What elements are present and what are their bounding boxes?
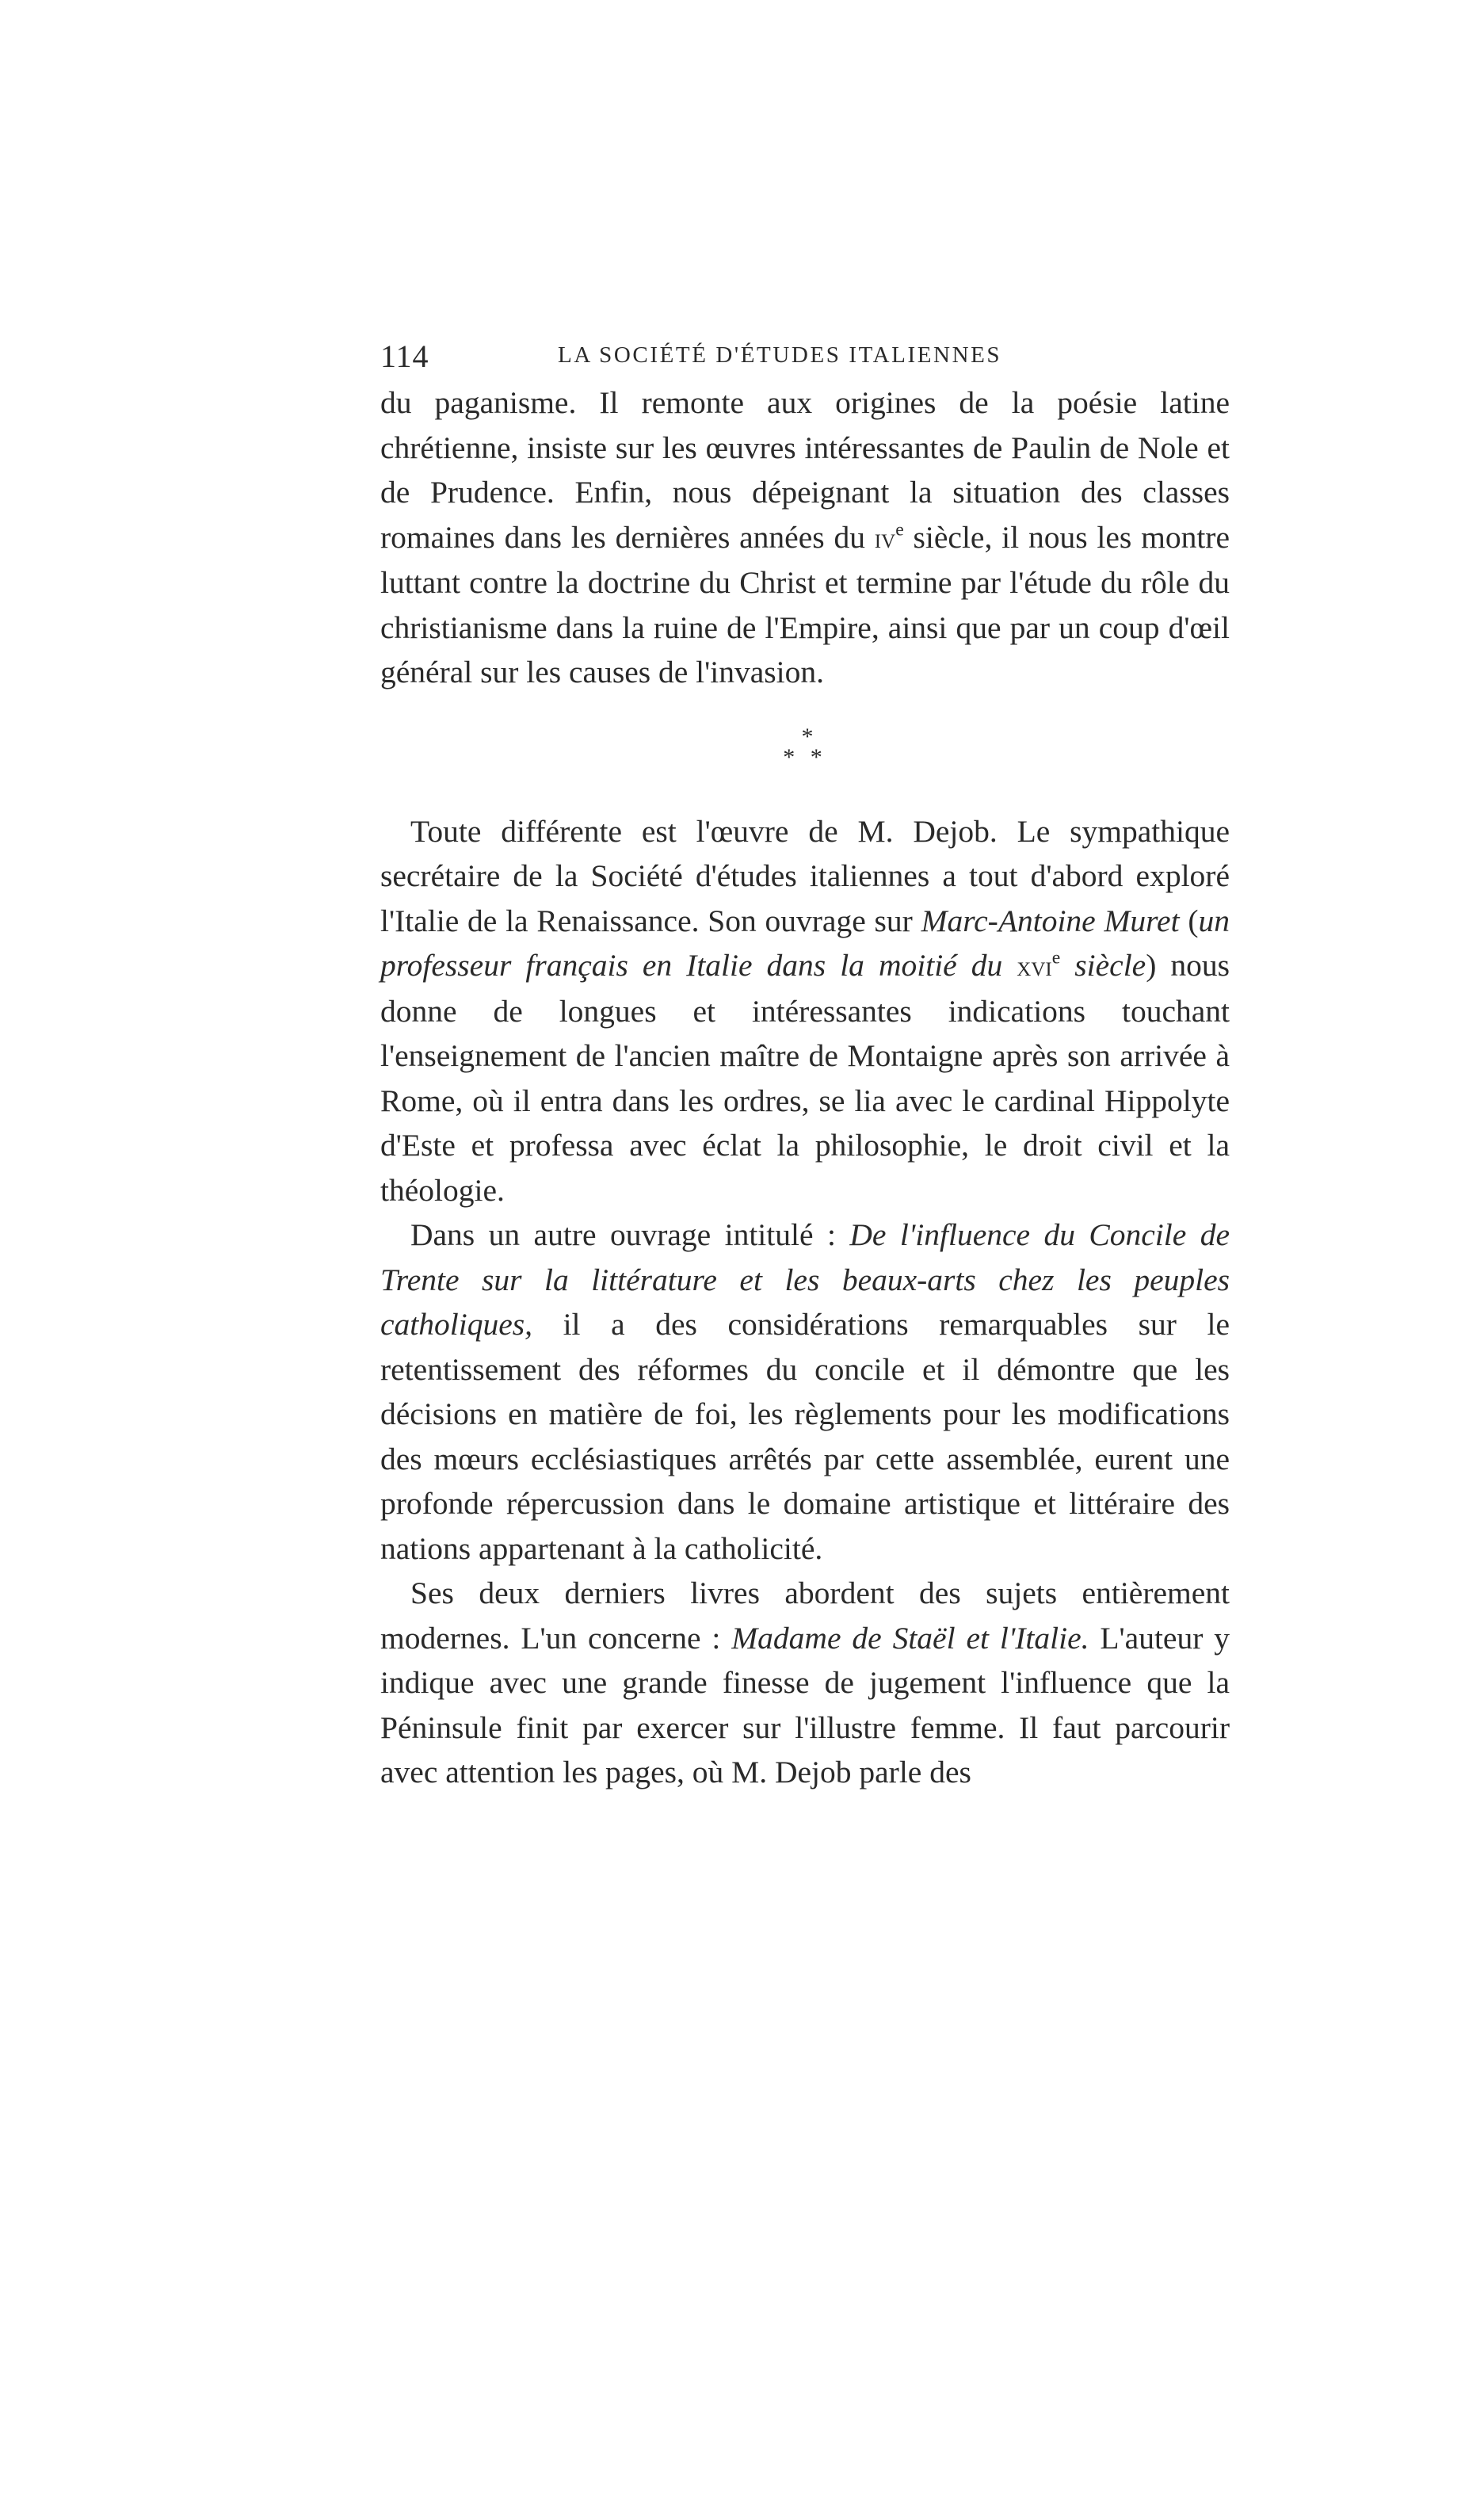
paragraph-2-text: Toute différente est l'œuvre de M. Dejob. Le sympathique secrétaire de la Société d'études italiennes a tout d'abord exploré l'Italie de la Renaissance. Son ouvrage sur: [380, 813, 1230, 938]
page-number: 114: [380, 338, 429, 374]
book-subtitle: un professeur français en Italie dans la moitié du: [380, 903, 1230, 983]
running-head: [380, 333, 1230, 380]
paragraph-1-text: du paganisme. Il remonte aux origines de la poésie latine chrétienne, insiste sur les œuvres intéressantes de Paulin de Nole et de Prudence. Enfin, nous dépeignant la situation des classes romaines dans les dernières années du: [380, 385, 1230, 555]
book-title-muret: Marc-Antoine Muret: [921, 903, 1180, 938]
century-superscript: e: [895, 519, 904, 540]
paragraph-1: [380, 380, 1230, 695]
paragraph-2: [380, 809, 1230, 1213]
book-title-concile: De l'influence du Concile de Trente sur la littérature et les beaux-arts chez les peuples catholiques,: [380, 1217, 1230, 1342]
running-title: LA SOCIÉTÉ D'ÉTUDES ITALIENNES: [558, 342, 1002, 368]
paragraph-3-text-after: il a des considérations remarquables sur le retentissement des réformes du concile et il démontre que les décisions en matière de foi, les règlements pour les modifications des mœurs ecclésiastiques arrêtés par cette assemblée, eurent une profonde répercussion dans le domaine artistique et littéraire des nations appartenant à la catholicité.: [380, 1307, 1230, 1566]
book-subtitle-end: siècle: [1074, 948, 1146, 983]
book-title-stael: Madame de Staël et l'Italie.: [731, 1620, 1089, 1656]
paragraph-3-text: Dans un autre ouvrage intitulé :: [410, 1217, 850, 1252]
asterism-top: *: [801, 723, 818, 750]
paragraph-4-text-after: L'auteur y indique avec une grande finesse de jugement l'influence que la Péninsule finit par exercer sur l'illustre femme. Il faut parcourir avec attention les pages, où M. Dejob parle des: [380, 1620, 1230, 1789]
paragraph-4: [380, 1571, 1230, 1795]
paren-open: (: [1179, 903, 1199, 938]
paragraph-1-text-after: siècle, il nous les montre luttant contre la doctrine du Christ et termine par l'étude du rôle du christianisme dans la ruine de l'Empire, ainsi que par un coup d'œil général sur les causes de l'invasion.: [380, 519, 1230, 689]
century-numeral: iv: [874, 521, 896, 554]
paragraph-2-text-after: ) nous donne de longues et intéressantes indications touchant l'enseignement de l'ancien maître de Montaigne après son arrivée à Rome, où il entra dans les ordres, se lia avec le cardinal Hippolyte d'Este et professa avec éclat la philosophie, le droit civil et la théologie.: [380, 948, 1230, 1208]
paragraph-3: [380, 1213, 1230, 1571]
century-superscript-xvi: e: [1051, 947, 1061, 968]
century-numeral-xvi: xvi: [1017, 950, 1052, 982]
book-page: [380, 333, 1230, 1795]
asterism-bottom: * *: [783, 743, 827, 770]
paragraph-4-text: Ses deux derniers livres abordent des sujets entièrement modernes. L'un concerne :: [380, 1576, 1230, 1656]
asterism-divider: [380, 723, 1230, 770]
